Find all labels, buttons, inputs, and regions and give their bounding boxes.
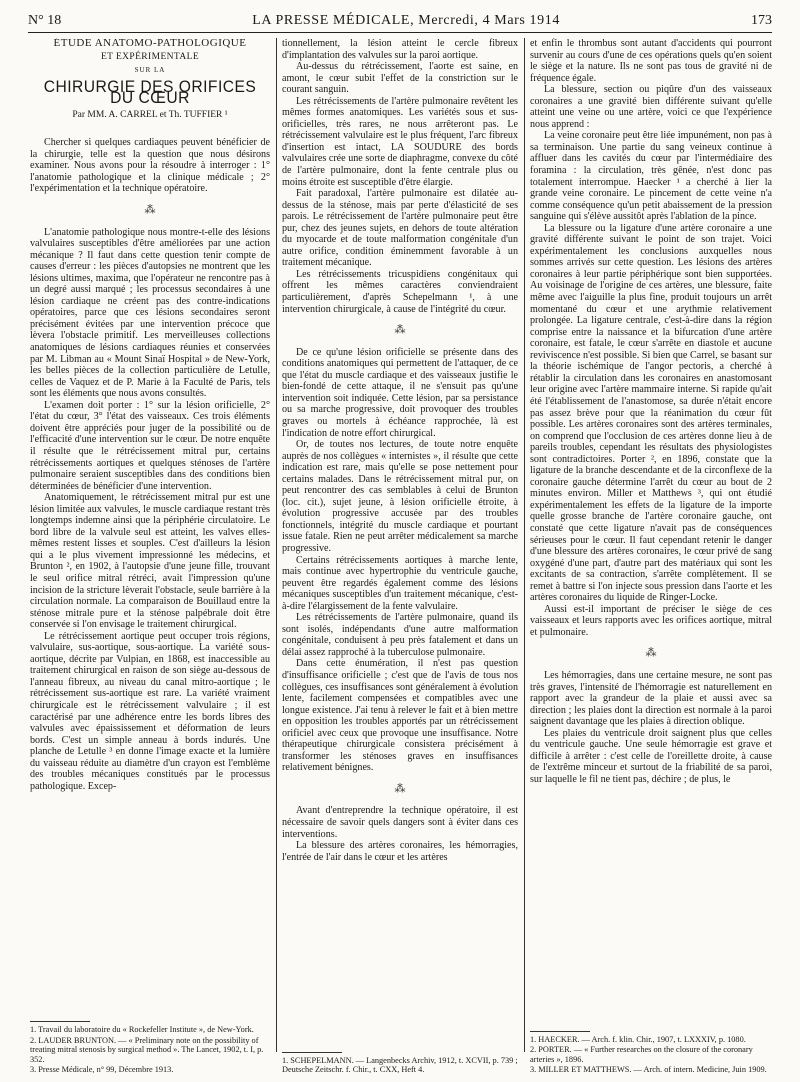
footnote-rule bbox=[30, 1021, 90, 1022]
footnotes-column-3 bbox=[530, 1031, 772, 1076]
paragraph: Fait paradoxal, l'artère pulmonaire est dilatée au-dessus de la sténose, mais par perte d'élasticité de ses parois. Le rétrécissement de l'artère pulmonaire peut être pur, chez des jeunes sujets, en dehors de toute altération du myocarde et de toute malformation congénitale d'un autre orifice, condition éminemment favorable à un traitement mécanique. bbox=[282, 188, 518, 269]
journal-title: LA PRESSE MÉDICALE bbox=[252, 13, 411, 28]
page-number: 173 bbox=[751, 13, 772, 28]
paragraph: La blessure ou la ligature d'une artère coronaire a une gravité différente suivant le point de son trajet. Voici expérimentalement les conclusions auxquelles nous sommes arrivés sur cette question. Les lésions des artères coronaires à leur partie périphérique sont bien supportées. Au voisinage de l'origine de ces artères, une blessure, faite même avec l'aiguille la plus fine, produit toujours un arrêt momentané du cœur et une arythmie relativement prolongée. La ligature centrale, c'est-à-dire dans la région comprise entre la naissance et la bifurcation d'une artère coronaire, est fatale, le cœur s'arrête en diastole et aucune reviviscence n'est possible. Si bien que Carrel, se basant sur la théorie ischémique de l'angor pectoris, a cherché à rétablir la circulation dans les coronaires en anastomosant leur origine avec l'artère mammaire interne. Si rapide qu'ait été l'établissement de l'anastomose, sa durée n'était encore pas assez brève pour que la réanimation du cœur fût possible. Les artères coronaires sont des artères terminales, on comprend que l'occlusion de ces artères donne lieu à de pareils troubles, cependant les résultats des physiologistes sont contradictoires. Porter ², en 1896, constate que la ligature de la branche descendante et de la circonflexe de la coronaire gauche détermine l'arrêt du cœur au bout de 2 minutes environ. Miller et Matthews ³, qui ont étudié expérimentalement les effets de la ligature de la importe quelle grosse branche de l'artère coronaire gauche, ont constaté que cette ligature n'avait pas de conséquences sérieuses pour le cœur. Il faut cependant retenir le danger d'une blessure des artères coronaires, le cœur privé de sang oxygéné d'une part, d'autre part des matériaux qui sont les excitants de sa contraction, s'arrête complètement. Il se remet à battre si l'on injecte sous pression dans l'aorte et les artères coronaires du liquide de Ringer-Locke. bbox=[530, 222, 772, 604]
paragraph: La veine coronaire peut être liée impunément, non pas à sa terminaison. Une partie du sang veineux continue à affluer dans les cavités du cœur par l'intermédiaire des foramina : la circulation, très gênée, n'est donc pas totalement interrompue. Haecker ¹ a cherché à lier la grande veine coronaire. Le pincement de cette veine n'a comme conséquence qu'un petit abaissement de la pression sanguine qui s'élève aussitôt après l'ablation de la pince. bbox=[530, 130, 772, 223]
column-1 bbox=[30, 38, 270, 1074]
paragraph: L'examen doit porter : 1° sur la lésion orificielle, 2° l'état du cœur, 3° l'état des vaisseaux. Ces trois éléments doivent être appréciés pour juger de la possibilité ou de l'efficacité d'une intervention sur le cœur. De notre enquête il résulte que le rétrécissement mitral pur, certains rétrécissements aortiques et quelques sténoses de l'artère pulmonaire seraient susceptibles dans des conditions bien déterminées de bénéficier d'une intervention. bbox=[30, 399, 270, 492]
paragraph: Chercher si quelques cardiaques peuvent bénéficier de la chirurgie, telle est la question que nous désirons examiner. Nous avons pour la résoudre à interroger : 1° l'anatomie pathologique et la clinique médicale ; 2° l'expérimentation et la technique opératoire. bbox=[30, 137, 270, 195]
paragraph: et enfin le thrombus sont autant d'accidents qui pourront survenir au cours d'une de ces opérations quels qu'en soient le siège et la nature. Ils ne sont pas tous de gravité ni de fréquence égale. bbox=[530, 38, 772, 84]
column-3 bbox=[530, 38, 772, 1074]
paragraph: L'anatomie pathologique nous montre-t-elle des lésions valvulaires susceptibles d'être améliorées par une action mécanique ? Il faut dans cette question tenir compte de causes d'erreur : les pièces d'autopsies ne montrent que les lésions ultimes, maxima, que l'opérateur ne rencontre pas à un degré aussi marqué ; les processus secondaires à une lésion cardiaque ne créent pas des contre-indications opératoires, parce que ces lésions secondaires seront précisément évitées par une intervention précoce que lèvera l'obstacle primitif. Les merveilleuses collections anatomiques de lésions cardiaques réunies et conservées par M. Libman au « Mount Sinaï Hospital » de New-York, les belles pièces de la collection particulière de Letulle, celles de Vaquez et de P. Marie à la Faculté de Paris, tels sont les éléments que nous avons consultés. bbox=[30, 226, 270, 400]
issue-date: Mercredi, 4 Mars 1914 bbox=[418, 13, 560, 28]
section-ornament: ⁂ bbox=[394, 782, 406, 795]
footnotes-column-1 bbox=[30, 1021, 270, 1076]
column-2 bbox=[282, 38, 518, 1074]
footnote: 1. HAECKER. — Arch. f. klin. Chir., 1907, t. LXXXIV, p. 1080. bbox=[530, 1034, 746, 1044]
paragraph: Aussi est-il important de préciser le siège de ces vaisseaux et leurs rapports avec les orifices aortique, mitral et pulmonaire. bbox=[530, 603, 772, 638]
paragraph: Les rétrécissements tricuspidiens congénitaux qui offrent les mêmes caractères conviendraient particulièrement, d'après Schepelmann ¹, à une intervention chirurgicale, à cause de l'intégrité du cœur. bbox=[282, 268, 518, 315]
footnote: 2. LAUDER BRUNTON. — « Preliminary note on the possibility of treating mitral stenosis by surgical method ». The Lancet, 1902, t. I, p. 352. bbox=[30, 1035, 264, 1064]
section-ornament: ⁂ bbox=[394, 324, 406, 337]
paragraph: Anatomiquement, le rétrécissement mitral pur est une lésion limitée aux valvules, le muscle cardiaque restant très longtemps indemne ainsi que la périphérie circulatoire. Le bord libre de la valvule seul est atteint, les valves elles-mêmes restent lisses et souples. C'est d'ailleurs la lésion qui a le plus vivement impressionné les médecins, et Brunton ², en 1902, à l'autopsie d'une jeune fille, trouvant le seul orifice mitral rétréci, avait l'impression qu'une incision de la stricture lèverait l'obstacle, seule barrière à la circulation normale. La comparaison de Bouillaud entre la sténose mitrale pure et la sténose palpébrale doit être conservée si l'on envisage le traitement chirurgical. bbox=[30, 492, 270, 631]
masthead: LA PRESSE MÉDICALE, Mercredi, 4 Mars 1914 bbox=[252, 13, 560, 28]
paragraph: Au-dessus du rétrécissement, l'aorte est saine, en amont, le cœur subit l'effet de la constriction sur le courant sanguin. bbox=[282, 61, 518, 96]
paragraph: Les hémorragies, dans une certaine mesure, ne sont pas très graves, l'intensité de l'hémorragie est naturellement en rapport avec la grandeur de la plaie et aussi avec sa direction ; les plaies dont la direction est normale à la paroi saignent davantage que les plaies à direction oblique. bbox=[530, 669, 772, 728]
title-line-3: SUR LA bbox=[134, 66, 166, 75]
footnote-rule bbox=[282, 1052, 342, 1053]
article-title: CHIRURGIE DES ORIFICES DU CŒUR bbox=[43, 76, 257, 108]
column-divider bbox=[524, 38, 525, 1052]
footnote-rule bbox=[530, 1031, 590, 1032]
issue-number: N° 18 bbox=[28, 13, 62, 28]
footnote: 2. PORTER. — « Further researches on the closure of the coronary arteries », 1896. bbox=[530, 1045, 753, 1064]
section-ornament: ⁂ bbox=[645, 647, 657, 660]
title-line-1: ÉTUDE ANATOMO-PATHOLOGIQUE bbox=[53, 38, 247, 49]
paragraph: Le rétrécissement aortique peut occuper trois régions, valvulaire, sus-aortique, sous-aortique. La variété sous-aortique, décrite par Vulpian, en 1868, est inaccessible au traitement chirurgical en raison de son siège au-dessous de l'anneau fibreux, au niveau du canal mitro-aortique ; le rétrécissement sus-aortique est rare. La variété vraiment chirurgicale est le rétrécissement valvulaire ; il est caractérisé par une adhérence entre les bords libres des valvules avec épaississement et déformation de leurs bords. C'est un simple anneau à bords indurés. Une planche de Letulle ³ en donne l'image exacte et la lumière du vaisseau réduite au diamètre d'un crayon est l'emblème des troubles mécaniques constitués par le processus pathologique. Excep- bbox=[30, 630, 270, 792]
title-line-2: ET EXPÉRIMENTALE bbox=[100, 51, 200, 62]
paragraph: Les rétrécissements de l'artère pulmonaire, quand ils sont isolés, indépendants d'une autre malformation congénitale, conduisent à peu près fatalement et dans un délai assez rapproché à la tuberculose pulmonaire. bbox=[282, 612, 518, 658]
paragraph: Les rétrécissements de l'artère pulmonaire revêtent les mêmes formes anatomiques. Les variétés sous et sus-orificielles, très rares, ne nous arrêteront pas. Le rétrécissement valvulaire est le plus fréquent, l'arc fibreux d'insertion est intact, LA SOUDURE des bords valvulaires crée une sorte de diaphragme, convexe du côté de l'artère pulmonaire, dont la fente centrale plus ou moins étroite est susceptible d'être élargie. bbox=[282, 95, 518, 188]
paragraph: Dans cette énumération, il n'est pas question d'insuffisance orificielle ; c'est que de l'avis de tous nos collègues, ces insuffisances sont généralement à évolution lente, facilement compensées et compatibles avec une longue existence. J'ai tenu à relever le fait et à bien mettre en opposition les troubles apportés par un rétrécissement orificiel avec ceux que provoque une insuffisance. Notre thérapeutique chirurgicale consistera précisément à transformer les sténoses graves en insuffisances relativement bénignes. bbox=[282, 658, 518, 774]
footnote: 3. Presse Médicale, n° 99, Décembre 1913. bbox=[30, 1065, 174, 1075]
footnotes-column-2 bbox=[282, 1052, 518, 1076]
article-authors: Par MM. A. CARREL et Th. TUFFIER ¹ bbox=[72, 109, 228, 120]
column-divider bbox=[276, 38, 277, 1052]
page-header bbox=[28, 10, 772, 33]
paragraph: La blessure des artères coronaires, les hémorragies, l'entrée de l'air dans le cœur et les artères bbox=[282, 840, 518, 863]
paragraph: tionnellement, la lésion atteint le cercle fibreux d'implantation des valvules sur la paroi aortique. bbox=[282, 38, 518, 61]
footnote: 3. MILLER ET MATTHEWS. — Arch. of intern. Medicine, Juin 1909. bbox=[530, 1065, 767, 1075]
paragraph: Avant d'entreprendre la technique opératoire, il est nécessaire de savoir quels dangers sont à éviter dans ces interventions. bbox=[282, 805, 518, 840]
paragraph: La blessure, section ou piqûre d'un des vaisseaux coronaires a une gravité bien différente suivant qu'elle atteint une veine ou une artère, voici ce que l'expérience nous apprend : bbox=[530, 84, 772, 130]
paragraph: Certains rétrécissements aortiques à marche lente, mais continue avec hypertrophie du ventricule gauche, peuvent être regardés également comme des lésions mécaniques susceptibles d'un traitement mécanique, c'est-à-dire l'élargissement de la fente valvulaire. bbox=[282, 554, 518, 612]
footnote: 1. Travail du laboratoire du « Rockefeller Institute », de New-York. bbox=[30, 1025, 254, 1035]
footnote: 1. SCHEPELMANN. — Langenbecks Archiv, 1912, t. XCVII, p. 739 ; Deutsche Zeitschr. f. Chir., t. CXX, Heft 4. bbox=[282, 1055, 518, 1075]
article-title-block bbox=[30, 38, 270, 121]
section-ornament: ⁂ bbox=[144, 204, 156, 217]
paragraph: Or, de toutes nos lectures, de toute notre enquête auprès de nos collègues « internistes », il résulte que cette indication est rare, mais qu'elle se pose nettement pour certains malades. Dans le rétrécissement mitral pur, on peut rencontrer des cas semblables à celui de Brunton (loc. cit.), sujet jeune, à lésion orificielle étroite, à évolution progressive accusée par des troubles fonctionnels, intégrité du muscle cardiaque et pourtant issue fatale. Rien ne peut arrêter médicalement sa marche progressive. bbox=[282, 439, 518, 554]
paragraph: De ce qu'une lésion orificielle se présente dans des conditions anatomiques qui permettent de l'attaquer, de ce que l'état du muscle cardiaque et des vaisseaux justifie le bien-fondé de cette attaque, il ne s'ensuit pas qu'une intervention soit indiquée. Cette lésion, par sa persistance ou sa marche progressive, doit provoquer des troubles graves ou mortels à échéance rapprochée, là est l'indication de notre effort chirurgical. bbox=[282, 346, 518, 439]
paragraph: Les plaies du ventricule droit saignent plus que celles du ventricule gauche. Une seule hémorragie est grave et difficile à arrêter : c'est celle de l'oreillette droite, à cause de l'extrême minceur et surtout de la friabilité de sa paroi, sur laquelle le fil ne tient pas, déchire ; de plus, le bbox=[530, 727, 772, 785]
